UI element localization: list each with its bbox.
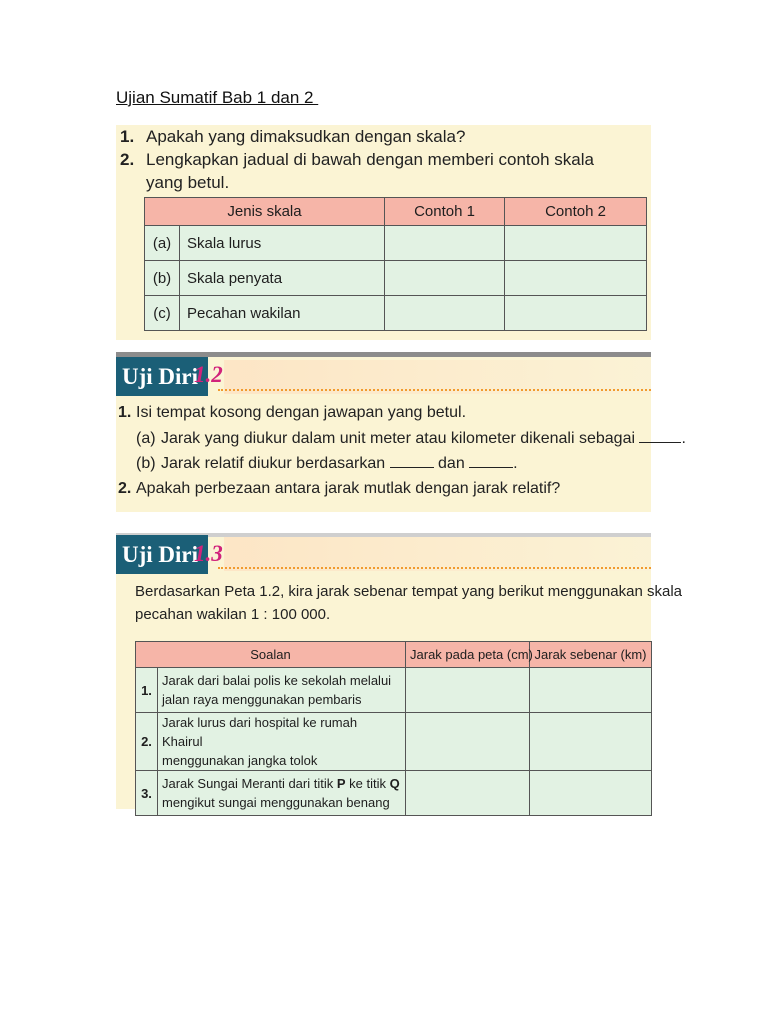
column-header: Contoh 1 bbox=[385, 198, 505, 226]
table-row bbox=[136, 771, 652, 816]
question-number: 1. bbox=[120, 127, 135, 146]
map-distance-cell[interactable] bbox=[406, 668, 530, 713]
question-2 bbox=[120, 150, 594, 170]
map-distance-cell[interactable] bbox=[406, 771, 530, 816]
question-text: Jarak yang diukur dalam unit meter atau kilometer dikenali sebagai bbox=[161, 430, 636, 447]
question-text: Isi tempat kosong dengan jawapan yang betul. bbox=[136, 404, 467, 421]
table-row bbox=[145, 296, 647, 331]
question-text: Jarak relatif diukur berdasarkan bbox=[161, 455, 386, 472]
example-2-cell[interactable] bbox=[505, 296, 647, 331]
punctuation: . bbox=[681, 430, 686, 447]
question-line: jalan raya menggunakan pembaris bbox=[162, 692, 362, 707]
text-part: ke titik bbox=[345, 776, 390, 791]
scale-types-table bbox=[144, 197, 647, 331]
instruction-line: Berdasarkan Peta 1.2, kira jarak sebenar tempat yang berikut menggunakan skala bbox=[135, 583, 682, 600]
scale-type: Skala penyata bbox=[180, 261, 385, 296]
question-line: Jarak dari balai polis ke sekolah melalui bbox=[162, 673, 392, 688]
uji-diri-tab: Uji Diri bbox=[116, 357, 208, 396]
row-number: 2. bbox=[136, 713, 158, 771]
answer-blank[interactable] bbox=[639, 430, 681, 443]
example-2-cell[interactable] bbox=[505, 261, 647, 296]
column-header: Jenis skala bbox=[145, 198, 385, 226]
real-distance-cell[interactable] bbox=[530, 771, 652, 816]
punctuation: . bbox=[513, 455, 518, 472]
column-header: Jarak sebenar (km) bbox=[530, 642, 652, 668]
answer-blank[interactable] bbox=[469, 455, 513, 468]
table-header-row bbox=[136, 642, 652, 668]
row-label: (c) bbox=[145, 296, 180, 331]
point-label: P bbox=[336, 776, 346, 791]
table-header-row bbox=[145, 198, 647, 226]
column-header: Jarak pada peta (cm) bbox=[406, 642, 530, 668]
question-cell bbox=[158, 771, 406, 816]
answer-blank[interactable] bbox=[390, 455, 434, 468]
text-part: Jarak Sungai Meranti dari titik bbox=[162, 776, 337, 791]
scale-type: Skala lurus bbox=[180, 226, 385, 261]
table-row bbox=[136, 668, 652, 713]
part-label: (b) bbox=[136, 455, 156, 472]
question-number: 2. bbox=[118, 480, 132, 497]
map-distance-cell[interactable] bbox=[406, 713, 530, 771]
row-number: 1. bbox=[136, 668, 158, 713]
header-decoration bbox=[224, 537, 651, 571]
question-1 bbox=[120, 127, 465, 147]
document-title: Ujian Sumatif Bab 1 dan 2 bbox=[116, 88, 319, 107]
exercise-number: 1.2 bbox=[194, 362, 223, 387]
question-number: 2. bbox=[120, 150, 135, 169]
scale-type: Pecahan wakilan bbox=[180, 296, 385, 331]
table-row bbox=[145, 226, 647, 261]
real-distance-cell[interactable] bbox=[530, 713, 652, 771]
row-label: (b) bbox=[145, 261, 180, 296]
question-line: Jarak lurus dari hospital ke rumah Khairul bbox=[162, 715, 358, 749]
question-cell bbox=[158, 713, 406, 771]
instruction-line: pecahan wakilan 1 : 100 000. bbox=[135, 606, 331, 623]
question-text: Apakah yang dimaksudkan dengan skala? bbox=[146, 127, 466, 146]
question-text-continued: yang betul. bbox=[146, 173, 230, 192]
part-label: (a) bbox=[136, 430, 156, 447]
exercise-number: 1.3 bbox=[194, 541, 223, 566]
table-row bbox=[136, 713, 652, 771]
real-distance-cell[interactable] bbox=[530, 668, 652, 713]
dotted-rule bbox=[218, 567, 651, 569]
example-1-cell[interactable] bbox=[385, 226, 505, 261]
question-1b bbox=[136, 455, 518, 473]
row-label: (a) bbox=[145, 226, 180, 261]
point-label: Q bbox=[389, 776, 400, 791]
distance-table bbox=[135, 641, 652, 816]
uji-diri-1-2-panel bbox=[116, 352, 686, 512]
row-number: 3. bbox=[136, 771, 158, 816]
column-header: Soalan bbox=[136, 642, 406, 668]
question-1 bbox=[118, 404, 466, 422]
example-1-cell[interactable] bbox=[385, 296, 505, 331]
question-text: dan bbox=[438, 455, 465, 472]
question-line: menggunakan jangka tolok bbox=[162, 753, 318, 768]
question-cell bbox=[158, 668, 406, 713]
column-header: Contoh 2 bbox=[505, 198, 647, 226]
example-2-cell[interactable] bbox=[505, 226, 647, 261]
question-2 bbox=[118, 480, 560, 498]
example-1-cell[interactable] bbox=[385, 261, 505, 296]
question-number: 1. bbox=[118, 404, 132, 421]
dotted-rule bbox=[218, 389, 651, 391]
question-text: Lengkapkan jadual di bawah dengan memberi contoh skala bbox=[146, 150, 594, 169]
question-line bbox=[162, 776, 400, 791]
uji-diri-1-3-panel bbox=[116, 533, 682, 810]
table-row bbox=[145, 261, 647, 296]
question-1a bbox=[136, 430, 686, 448]
scale-exercise-panel bbox=[116, 125, 651, 340]
uji-diri-tab: Uji Diri bbox=[116, 535, 208, 574]
question-text: Apakah perbezaan antara jarak mutlak dengan jarak relatif? bbox=[136, 480, 561, 497]
question-line: mengikut sungai menggunakan benang bbox=[162, 795, 390, 810]
